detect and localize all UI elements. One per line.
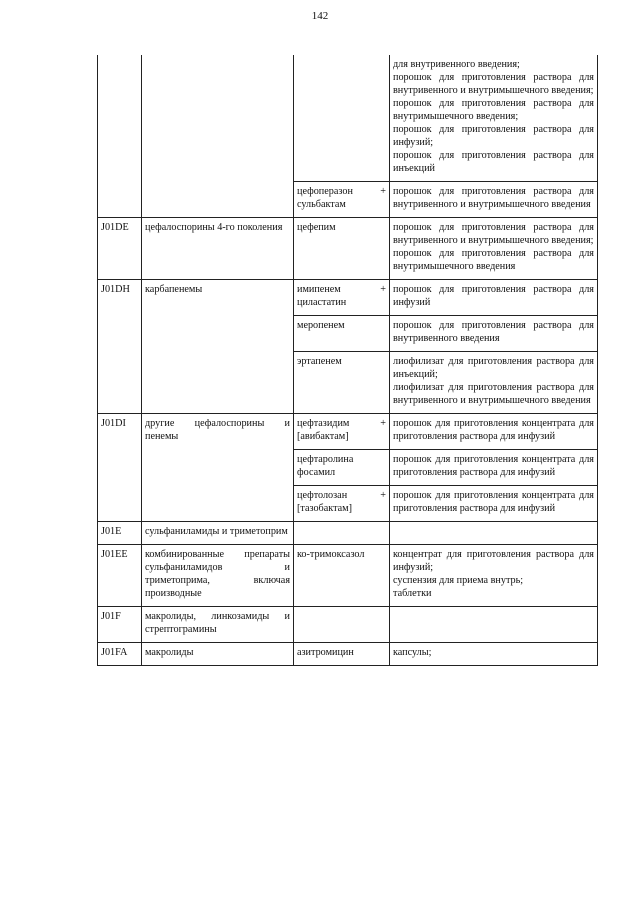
table-row (98, 607, 598, 643)
table-row (98, 55, 598, 182)
atc-code-cell: J01DH (98, 280, 142, 316)
dosage-form-line: лиофилизат для приготовления раствора для внутривенного и внутримышечного введения (393, 382, 594, 406)
table-row (98, 486, 598, 522)
pharmacological-group-cell (142, 450, 294, 486)
pharmacological-group-cell (142, 316, 294, 352)
table-row (98, 522, 598, 545)
pharmacological-group-cell: макролиды (142, 643, 294, 666)
dosage-form-line: порошок для приготовления концентрата для приготовления раствора для инфузий (393, 490, 594, 514)
dosage-form-line: порошок для приготовления раствора для внутривенного введения (393, 320, 594, 344)
pharmacological-group-cell: другие цефалоспорины и пенемы (142, 414, 294, 450)
dosage-form-line: порошок для приготовления концентрата для приготовления раствора для инфузий (393, 454, 594, 478)
dosage-form-line: порошок для приготовления раствора для внутривенного и внутримышечного введения; (393, 72, 594, 96)
pharmacological-group-cell: сульфаниламиды и триметоприм (142, 522, 294, 545)
dosage-form-cell (390, 486, 598, 522)
dosage-form-cell (390, 316, 598, 352)
pharmacological-group-cell (142, 55, 294, 182)
drug-name-cell: цефтолозан + [тазобактам] (294, 486, 390, 522)
drug-name-cell (294, 522, 390, 545)
dosage-form-line: таблетки (393, 588, 432, 599)
atc-code-cell (98, 316, 142, 352)
atc-code-cell (98, 55, 142, 182)
dosage-form-cell (390, 182, 598, 218)
pharmacological-group-cell (142, 352, 294, 414)
drug-name-cell: ко-тримоксазол (294, 545, 390, 607)
atc-code-cell (98, 450, 142, 486)
dosage-form-line: порошок для приготовления концентрата для приготовления раствора для инфузий (393, 418, 594, 442)
drug-name-cell: меропенем (294, 316, 390, 352)
drug-name-cell: имипенем + циластатин (294, 280, 390, 316)
drug-name-cell (294, 55, 390, 182)
drug-name-cell: цефоперазон + сульбактам (294, 182, 390, 218)
dosage-form-cell (390, 522, 598, 545)
atc-code-cell: J01F (98, 607, 142, 643)
table-row (98, 450, 598, 486)
dosage-form-line: суспензия для приема внутрь; (393, 575, 524, 586)
pharmacological-group-cell: карбапенемы (142, 280, 294, 316)
dosage-form-line: порошок для приготовления раствора для внутривенного и внутримышечного введения; (393, 222, 594, 246)
dosage-form-line: лиофилизат для приготовления раствора для инъекций; (393, 356, 594, 380)
table-row (98, 316, 598, 352)
atc-code-cell: J01DI (98, 414, 142, 450)
drug-table (97, 55, 598, 666)
dosage-form-line: порошок для приготовления раствора для внутривенного и внутримышечного введения (393, 186, 594, 210)
dosage-form-cell (390, 218, 598, 280)
table-row (98, 182, 598, 218)
drug-name-cell: эртапенем (294, 352, 390, 414)
dosage-form-cell (390, 545, 598, 607)
pharmacological-group-cell: макролиды, линкозамиды и стрептограмины (142, 607, 294, 643)
pharmacological-group-cell (142, 182, 294, 218)
dosage-form-cell (390, 414, 598, 450)
table-row (98, 280, 598, 316)
atc-code-cell: J01DE (98, 218, 142, 280)
table-row (98, 545, 598, 607)
atc-code-cell (98, 352, 142, 414)
drug-name-cell: цефепим (294, 218, 390, 280)
drug-name-cell: азитромицин (294, 643, 390, 666)
dosage-form-line: порошок для приготовления раствора для внутримышечного введения; (393, 98, 594, 122)
dosage-form-cell (390, 280, 598, 316)
dosage-form-cell (390, 55, 598, 182)
table-row (98, 352, 598, 414)
pharmacological-group-cell: комбинированные препараты сульфаниламидов и триметоприма, включая производные (142, 545, 294, 607)
atc-code-cell: J01FA (98, 643, 142, 666)
dosage-form-line: концентрат для приготовления раствора для инфузий; (393, 549, 594, 573)
dosage-form-cell (390, 607, 598, 643)
dosage-form-line: порошок для приготовления раствора для инъекций (393, 150, 594, 174)
dosage-form-line: для внутривенного введения; (393, 59, 520, 70)
dosage-form-cell (390, 643, 598, 666)
drug-name-cell (294, 607, 390, 643)
table-row (98, 643, 598, 666)
table-row (98, 218, 598, 280)
atc-code-cell: J01EE (98, 545, 142, 607)
table-row (98, 414, 598, 450)
pharmacological-group-cell (142, 486, 294, 522)
atc-code-cell (98, 182, 142, 218)
atc-code-cell (98, 486, 142, 522)
dosage-form-cell (390, 352, 598, 414)
pharmacological-group-cell: цефалоспорины 4-го поколения (142, 218, 294, 280)
dosage-form-line: порошок для приготовления раствора для внутримышечного введения (393, 248, 594, 272)
atc-code-cell: J01E (98, 522, 142, 545)
dosage-form-line: капсулы; (393, 647, 432, 658)
drug-name-cell: цефтазидим + [авибактам] (294, 414, 390, 450)
dosage-form-cell (390, 450, 598, 486)
page-number: 142 (311, 10, 329, 22)
drug-name-cell: цефтаролина фосамил (294, 450, 390, 486)
dosage-form-line: порошок для приготовления раствора для инфузий (393, 284, 594, 308)
dosage-form-line: порошок для приготовления раствора для инфузий; (393, 124, 594, 148)
